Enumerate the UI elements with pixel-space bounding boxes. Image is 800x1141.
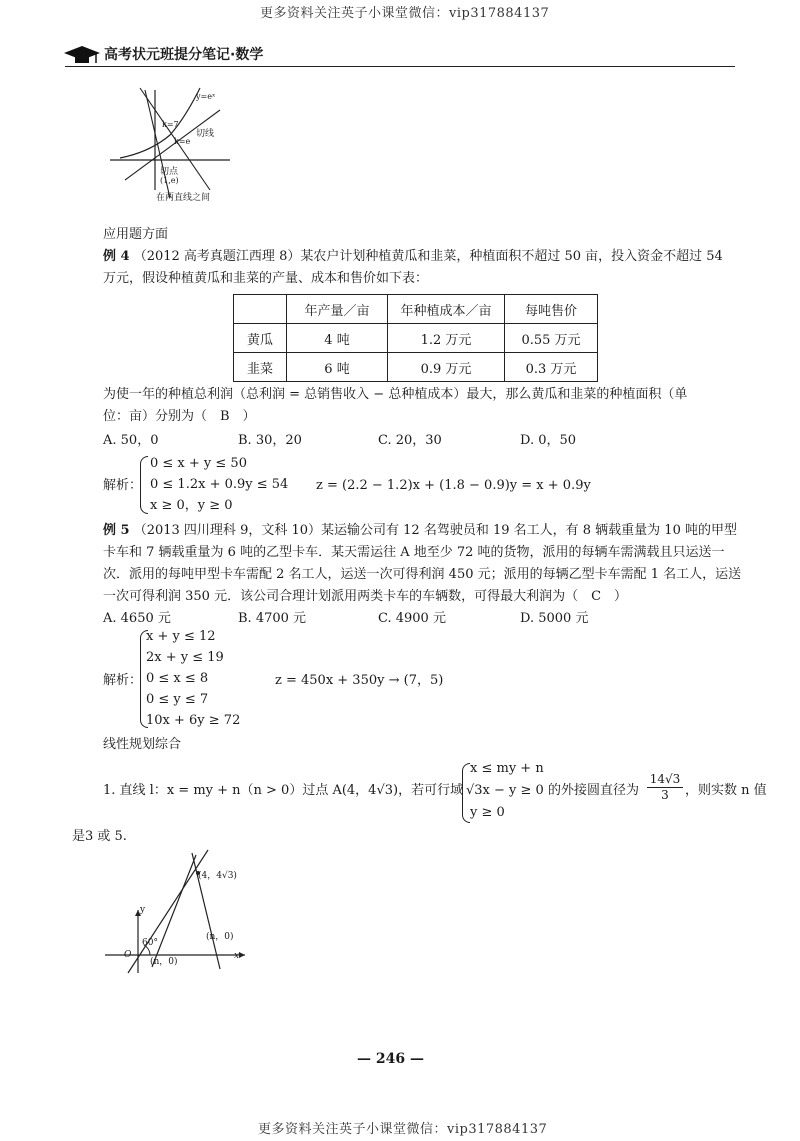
label-n-right: (n，0) [206,932,234,942]
p1-answer-line: 是3 或 5. [72,829,127,844]
label-origin: O [124,950,132,960]
watermark-bottom: 更多资料关注英子小课堂微信：vip317884137 [258,1122,548,1137]
ex5-constraint: 2x + y ≤ 19 [146,650,224,665]
p1-frac-num: 14√3 [647,772,683,788]
p1-prefix: 1. 直线 l：x = my + n（n > 0）过点 A(4，4√3)，若可行域 [103,783,464,798]
table-row [234,295,598,324]
label-n-left: (n，0) [150,957,178,967]
ex4-constraint: x ≥ 0，y ≥ 0 [150,498,233,513]
table-cell: 韭菜 [234,353,287,382]
p1-frac-den: 3 [661,788,669,802]
ex4-constraint: 0 ≤ x + y ≤ 50 [150,456,247,471]
label-point: 切点 [160,167,179,177]
label-curve: y=eˣ [196,92,216,101]
ex5-option-d: D. 5000 元 [520,611,589,626]
ex5-text-line1: （2013 四川理科 9，文科 10）某运输公司有 12 名驾驶员和 19 名工人，有 8 辆载重量为 10 吨的甲型 [133,523,737,538]
label-angle: 60° [142,938,158,948]
ex5-objective: z = 450x + 350y → (7，5) [275,673,444,688]
p1-constraint: y ≥ 0 [470,805,505,820]
section-linear: 线性规划综合 [103,737,182,752]
table-cell: 0.55 万元 [505,324,598,353]
table-cell: 年种植成本／亩 [388,295,505,324]
table-row [234,353,598,382]
table-cell: 年产量／亩 [287,295,388,324]
label-point-coord: (1,e) [160,176,179,185]
ex4-objective: z = (2.2 − 1.2)x + (1.8 − 0.9)y = x + 0.9y [316,478,591,493]
table-cell: 0.3 万元 [505,353,598,382]
label-k7: k=7 [162,120,179,129]
ex4-option-a: A. 50，0 [103,433,159,448]
graduation-cap-icon [62,44,102,64]
p1-fraction [647,772,683,803]
ex4-constraint: 0 ≤ 1.2x + 0.9y ≤ 54 [150,477,289,492]
ex4-label: 例 4 [103,249,130,264]
ex5-text-line3: 次．派用的每吨甲型卡车需配 2 名工人，运送一次可得利润 450 元；派用的每辆乙型卡车需配 1 名工人，运送 [103,567,742,582]
ex4-text-line1: （2012 高考真题江西理 8）某农户计划种植黄瓜和韭菜，种植面积不超过 50 亩，投入资金不超过 54 [133,249,723,264]
label-tangent: 切线 [196,129,215,139]
table-cell [234,295,287,324]
p1-constraint: √3x − y ≥ 0 [466,783,544,798]
table-cell: 4 吨 [287,324,388,353]
ex5-constraint: 0 ≤ y ≤ 7 [146,692,209,707]
ex4-solution-label: 解析： [103,478,143,493]
label-ke: k=e [174,137,191,146]
ex5-text-line2: 卡车和 7 辆载重量为 6 吨的乙型卡车．某天需运往 A 地至少 72 吨的货物，派用的每辆车需满载且只运送一 [103,545,725,560]
label-between: 在两直线之间 [156,193,211,203]
brace [140,456,148,514]
label-x-axis: x [234,951,240,961]
table-cell: 每吨售价 [505,295,598,324]
ex5-constraint: x + y ≤ 12 [146,629,216,644]
p1-constraint: x ≤ my + n [470,761,544,776]
p1-suffix-after-frac: ，则实数 n 值 [685,783,767,798]
ex4-question-line1: 为使一年的种植总利润（总利润 = 总销售收入 − 总种植成本）最大，那么黄瓜和韭菜的种植面积（单 [103,387,688,402]
ex4-question-line2: 位：亩）分别为（ B ） [103,409,256,424]
page-number: — 246 — [357,1051,424,1067]
watermark-top: 更多资料关注英子小课堂微信：vip317884137 [260,6,550,21]
ex5-label: 例 5 [103,523,130,538]
ex5-option-b: B. 4700 元 [238,611,307,626]
table-cell: 黄瓜 [234,324,287,353]
header-rule [65,66,735,67]
ex4-option-d: D. 0，50 [520,433,577,448]
section-application: 应用题方面 [103,227,169,242]
ex4-option-b: B. 30，20 [238,433,302,448]
label-y-axis: y [140,905,146,915]
ex4-text-line2: 万元，假设种植黄瓜和韭菜的产量、成本和售价如下表： [103,271,429,286]
p1-suffix-before-frac: 的外接圆直径为 [548,783,640,798]
table-row [234,324,598,353]
ex5-constraint: 0 ≤ x ≤ 8 [146,671,209,686]
ex5-constraint: 10x + 6y ≥ 72 [146,713,241,728]
header-title: 高考状元班提分笔记·数学 [104,47,264,63]
ex4-option-c: C. 20，30 [378,433,442,448]
table-cell: 1.2 万元 [388,324,505,353]
table-cell: 6 吨 [287,353,388,382]
ex4-table [233,294,598,382]
label-point-a: (4，4√3) [198,871,237,881]
ex5-text-line4: 一次可得利润 350 元．该公司合理计划派用两类卡车的车辆数，可得最大利润为（ C ） [103,589,628,604]
ex5-option-c: C. 4900 元 [378,611,446,626]
ex5-option-a: A. 4650 元 [103,611,171,626]
table-cell: 0.9 万元 [388,353,505,382]
ex5-solution-label: 解析： [103,673,143,688]
